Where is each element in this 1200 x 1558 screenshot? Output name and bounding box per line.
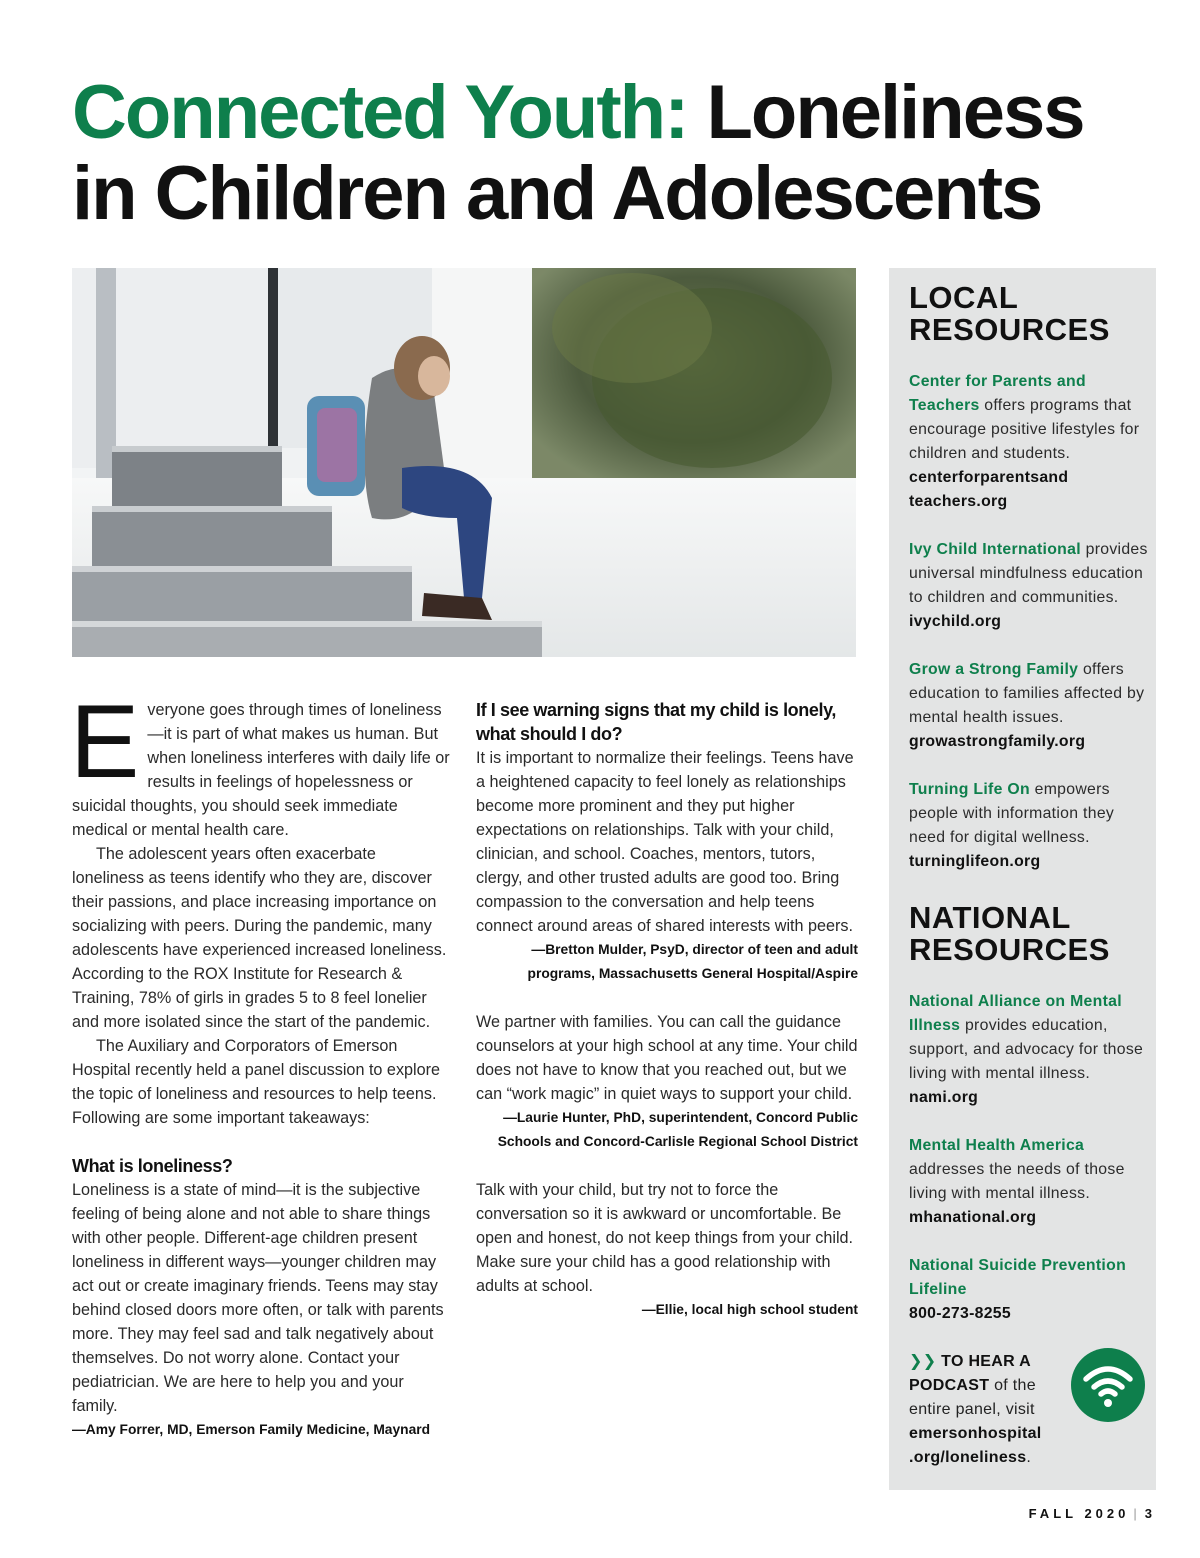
podcast-period: .	[1026, 1449, 1032, 1466]
resource-desc: provides education, support, and advocacy for those living with mental illness.	[909, 1017, 1144, 1082]
paragraph-panel: The Auxiliary and Corporators of Emerson Hospital recently held a panel discussion to explore the topic of loneliness and resources to help teens. Following are some important takeaways:	[72, 1037, 441, 1127]
resource-name: Mental Health America	[909, 1137, 1085, 1154]
title-black: Loneliness in Children and Adolescents	[72, 70, 1084, 236]
photo-girl-on-steps	[72, 268, 856, 657]
attribution-mulder: —Bretton Mulder, PsyD, director of teen and adult programs, Massachusetts General Hospital/Aspire	[527, 942, 858, 981]
attribution-hunter: —Laurie Hunter, PhD, superintendent, Concord Public Schools and Concord-Carlisle Regional School District	[497, 1110, 858, 1149]
resource-name: Grow a Strong Family	[909, 661, 1079, 678]
resource-item	[909, 990, 1154, 1110]
resources-sidebar	[889, 268, 1156, 1490]
resource-desc: offers programs that encourage positive lifestyles for children and students.	[909, 397, 1140, 462]
podcast-text: of the entire panel, visit	[909, 1377, 1036, 1418]
page-title	[72, 72, 1152, 234]
resource-url[interactable]: turninglifeon.org	[909, 853, 1041, 870]
national-resources-heading: NATIONAL RESOURCES	[909, 900, 1110, 967]
resource-url[interactable]: mhanational.org	[909, 1209, 1037, 1226]
resource-item	[909, 778, 1154, 874]
resource-url[interactable]: ivychild.org	[909, 613, 1002, 630]
resource-desc: provides universal mindfulness education to children and communities.	[909, 541, 1148, 606]
resource-item	[909, 658, 1154, 754]
resource-url[interactable]: nami.org	[909, 1089, 979, 1106]
resource-name: Turning Life On	[909, 781, 1030, 798]
paragraph-loneliness: Loneliness is a state of mind—it is the subjective feeling of being alone and not able to share things with other people. Different-age children present loneliness in different ways—younger children may act out or create imaginary friends. Teens may stay behind closed doors more often, or talk with parents more. They may feel sad and talk negatively about themselves. Do not worry alone. Contact your pediatrician. We are here to help you and your family.	[72, 1181, 444, 1415]
resource-desc: empowers people with information they need for digital wellness.	[909, 781, 1115, 846]
attribution-forrer: —Amy Forrer, MD, Emerson Family Medicine, Maynard	[72, 1422, 431, 1437]
arrows-icon: ❯❯	[909, 1353, 937, 1370]
paragraph-partner: We partner with families. You can call the guidance counselors at your high school at any time. Your child does not have to know that you reached out, but we can “work magic” in quiet ways to support your child.	[476, 1013, 858, 1103]
paragraph-adolescent: The adolescent years often exacerbate loneliness as teens identify who they are, discover their passions, and place increasing importance on socializing with peers. During the pandemic, many adolescents have experienced increased loneliness. According to the ROX Institute for Research & Training, 78% of girls in grades 5 to 8 feel lonelier and more isolated since the start of the pandemic.	[72, 845, 447, 1031]
resource-item	[909, 1134, 1154, 1230]
attribution-ellie: —Ellie, local high school student	[641, 1302, 858, 1317]
local-resources-heading: LOCAL RESOURCES	[909, 280, 1110, 347]
paragraph-normalize: It is important to normalize their feelings. Teens have a heightened capacity to feel lonely as relationships become more prominent and they put higher expectations on relationships. Talk with your child, clinician, and school. Coaches, mentors, tutors, clergy, and other trusted adults are good too. Bring compassion to the conversation and help teens connect around areas of shared interests with peers.	[476, 749, 854, 935]
resource-url[interactable]: growastrongfamily.org	[909, 733, 1086, 750]
photo-illustration	[72, 268, 856, 657]
drop-cap: E	[70, 684, 140, 800]
intro-text: veryone goes through times of loneliness—it is part of what makes us human. But when loneliness interferes with daily life or results in feelings of hopelessness or suicidal thoughts, you should seek immediate medical or mental health care.	[72, 701, 450, 839]
subheading-what-is-loneliness: What is loneliness?	[72, 1156, 233, 1176]
resource-name: Center for Parents and Teachers	[909, 373, 1086, 414]
resource-item	[909, 1254, 1154, 1326]
resource-url[interactable]: centerforparentsand teachers.org	[909, 469, 1069, 510]
wifi-icon	[1071, 1348, 1145, 1422]
resource-item	[909, 538, 1154, 634]
resource-name: National Alliance on Mental Illness	[909, 993, 1122, 1034]
page-footer: FALL 2020 | 3	[1028, 1506, 1156, 1521]
resource-name: Ivy Child International	[909, 541, 1081, 558]
resource-desc: addresses the needs of those living with mental illness.	[909, 1161, 1125, 1202]
article-column-1	[70, 684, 452, 1442]
podcast-url[interactable]: emersonhospital .org/loneliness	[909, 1425, 1042, 1466]
resource-phone[interactable]: 800-273-8255	[909, 1305, 1011, 1322]
resource-desc: offers education to families affected by mental health issues.	[909, 661, 1145, 726]
podcast-callout	[909, 1350, 1069, 1470]
intro-paragraph	[70, 684, 452, 842]
title-green: Connected Youth:	[72, 70, 688, 155]
article-column-2	[476, 698, 858, 1322]
subheading-warning-signs: If I see warning signs that my child is lonely, what should I do?	[476, 700, 836, 744]
page-number: 3	[1144, 1506, 1156, 1521]
podcast-lead: TO HEAR A PODCAST	[909, 1353, 1031, 1394]
resource-item	[909, 370, 1154, 514]
resource-name: National Suicide Prevention Lifeline	[909, 1257, 1127, 1298]
paragraph-talk: Talk with your child, but try not to force the conversation so it is awkward or uncomfortable. Be open and honest, do not keep things from your child. Make sure your child has a good relationship with adults at school.	[476, 1181, 854, 1295]
issue-season: FALL 2020	[1028, 1506, 1130, 1521]
